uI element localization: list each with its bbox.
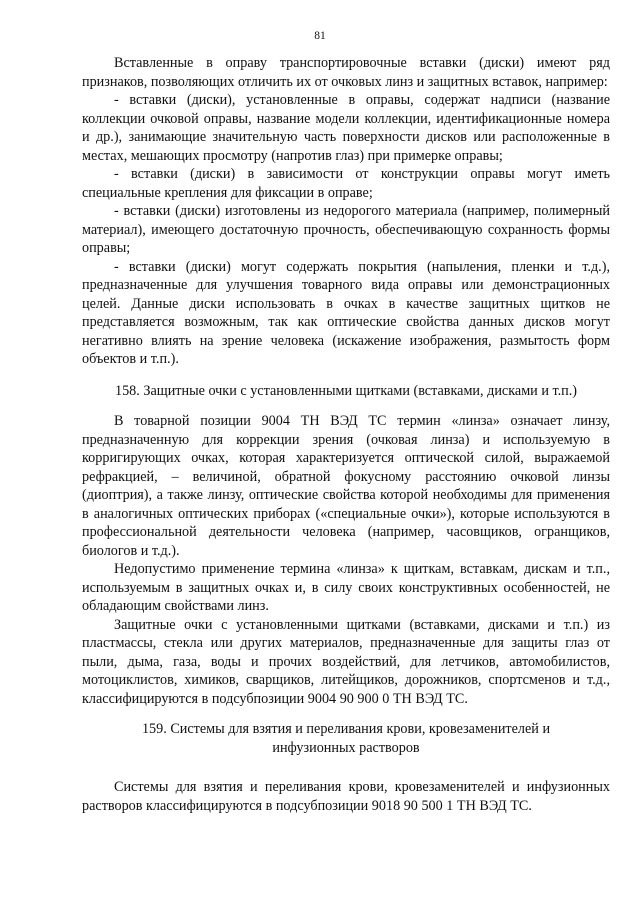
page-number: 81 bbox=[314, 30, 326, 42]
section-158-paragraph: В товарной позиции 9004 ТН ВЭД ТС термин «линза» означает линзу, предназначенную для коррекции зрения (очковая линза) и используемую в корригирующих очках, которая характеризуется оптической силой, выражаемой рефракцией, – величиной, обратной фокусному расстоянию очковой линзы (диоптрия), а также линзу, оптические свойства которой необходимы для применения в аналогичных оптических приборах («специальные очки»), которые используются в профессиональной деятельности человека (например, часовщиков, огранщиков, биологов и т.д.). bbox=[82, 413, 610, 559]
list-item: - вставки (диски) в зависимости от конструкции оправы могут иметь специальные крепления для фиксации в оправе; bbox=[82, 166, 610, 201]
list-item: - вставки (диски) изготовлены из недорогого материала (например, полимерный материал), имеющего достаточную прочность, обеспечивающую сохранность формы оправы; bbox=[82, 203, 610, 256]
section-heading-158: 158. Защитные очки с установленными щитками (вставками, дисками и т.п.) bbox=[114, 382, 577, 399]
document-body bbox=[82, 54, 610, 815]
section-158-paragraph: Защитные очки с установленными щитками (вставками, дисками и т.п.) из пластмассы, стекла или других материалов, предназначенные для защиты глаз от пыли, дыма, газа, воды и прочих воздействий, для летчиков, автомобилистов, мотоциклистов, химиков, сварщиков, литейщиков, дорожников, спортсменов и т.д., классифицируются в подсубпозиции 9004 90 900 0 ТН ВЭД ТС. bbox=[82, 616, 610, 707]
section-heading-159-line1: 159. Системы для взятия и переливания крови, кровезаменителей и bbox=[141, 721, 551, 737]
intro-paragraph: Вставленные в оправу транспортировочные вставки (диски) имеют ряд признаков, позволяющих отличить их от очковых линз и защитных вставок, например: bbox=[82, 55, 610, 90]
section-159-paragraph: Системы для взятия и переливания крови, кровезаменителей и инфузионных растворов классифицируются в подсубпозиции 9018 90 500 1 ТН ВЭД ТС. bbox=[82, 779, 610, 814]
list-item: - вставки (диски), установленные в оправы, содержат надписи (название коллекции очковой оправы, название модели коллекции, идентификационные номера и др.), занимающие значительную часть поверхности дисков или расположенные в местах, мешающих просмотру (напротив глаз) при примерке оправы; bbox=[82, 92, 610, 164]
section-heading-159-line2: инфузионных растворов bbox=[272, 739, 420, 756]
list-item: - вставки (диски) могут содержать покрытия (напыления, пленки и т.д.), предназначенные для улучшения товарного вида оправы или демонстрационных целей. Данные диски использовать в очках в качестве защитных щитков не представляется возможным, так как оптические свойства данных дисков могут негативно влиять на зрение человека (искажение изображения, размытость форм объектов и т.п.). bbox=[82, 258, 610, 367]
section-heading-159 bbox=[82, 720, 610, 757]
section-158-paragraph: Недопустимо применение термина «линза» к щиткам, вставкам, дискам и т.п., используемым в защитных очках и, в силу своих конструктивных особенностей, не обладающим свойствами линз. bbox=[82, 561, 610, 614]
